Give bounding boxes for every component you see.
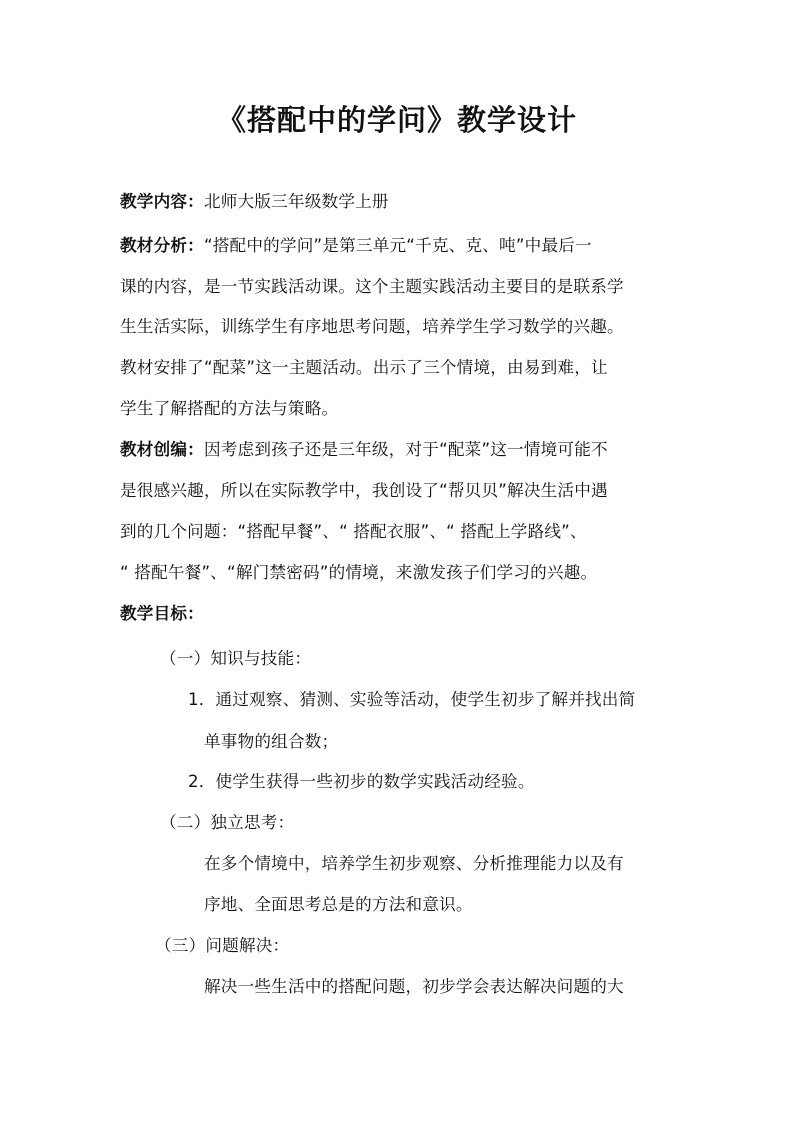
analysis-line-3: 生生活实际，训练学生有序地思考问题，培养学生学习数学的兴趣。 [120,317,624,336]
analysis-line-4: 教材安排了“配菜”这一主题活动。出示了三个情境，由易到难，让 [120,358,608,377]
analysis-line-2: 课的内容，是一节实践活动课。这个主题实践活动主要目的是联系学 [120,277,624,296]
goal-section-2-heading: （二）独立思考： [160,813,295,832]
goal-1-item-1-line-2: 单事物的组合数； [204,732,339,751]
goal-1-item-2: 2．使学生获得一些初步的数学实践活动经验。 [188,772,535,791]
teaching-content-text: 北师大版三年级数学上册 [203,192,389,211]
goals-label: 教学目标： [120,604,204,623]
analysis-line-1 [120,236,680,256]
innovation-line-4: “ 搭配午餐”、“解门禁密码”的情境，来激发孩子们学习的兴趣。 [120,563,598,582]
teaching-content-line [120,192,680,212]
innovation-text: 因考虑到孩子还是三年级，对于“配菜”这一情境可能不 [203,440,608,459]
innovation-line-3: 到的几个问题：“搭配早餐”、“ 搭配衣服”、“ 搭配上学路线”、 [120,522,587,541]
analysis-line-5: 学生了解搭配的方法与策略。 [120,399,339,418]
goal-1-item-1-line-1: 1．通过观察、猜测、实验等活动，使学生初步了解并找出简 [188,690,636,709]
goal-section-1-heading: （一）知识与技能： [160,649,312,668]
innovation-line-1 [120,440,680,460]
innovation-label: 教材创编： [120,440,204,459]
goal-2-line-1: 在多个情境中，培养学生初步观察、分析推理能力以及有 [204,854,624,873]
document-title: 《搭配中的学问》教学设计 [216,103,577,137]
innovation-line-2: 是很感兴趣，所以在实际教学中，我创设了“帮贝贝”解决生活中遇 [120,481,608,500]
analysis-text: “搭配中的学问”是第三单元“千克、克、吨”中最后一 [203,236,592,255]
teaching-content-label: 教学内容： [120,192,204,211]
goal-section-3-heading: （三）问题解决： [155,936,290,955]
goal-3-line-1: 解决一些生活中的搭配问题，初步学会表达解决问题的大 [204,977,624,996]
analysis-label: 教材分析： [120,236,204,255]
goal-2-line-2: 序地、全面思考总是的方法和意识。 [204,895,473,914]
